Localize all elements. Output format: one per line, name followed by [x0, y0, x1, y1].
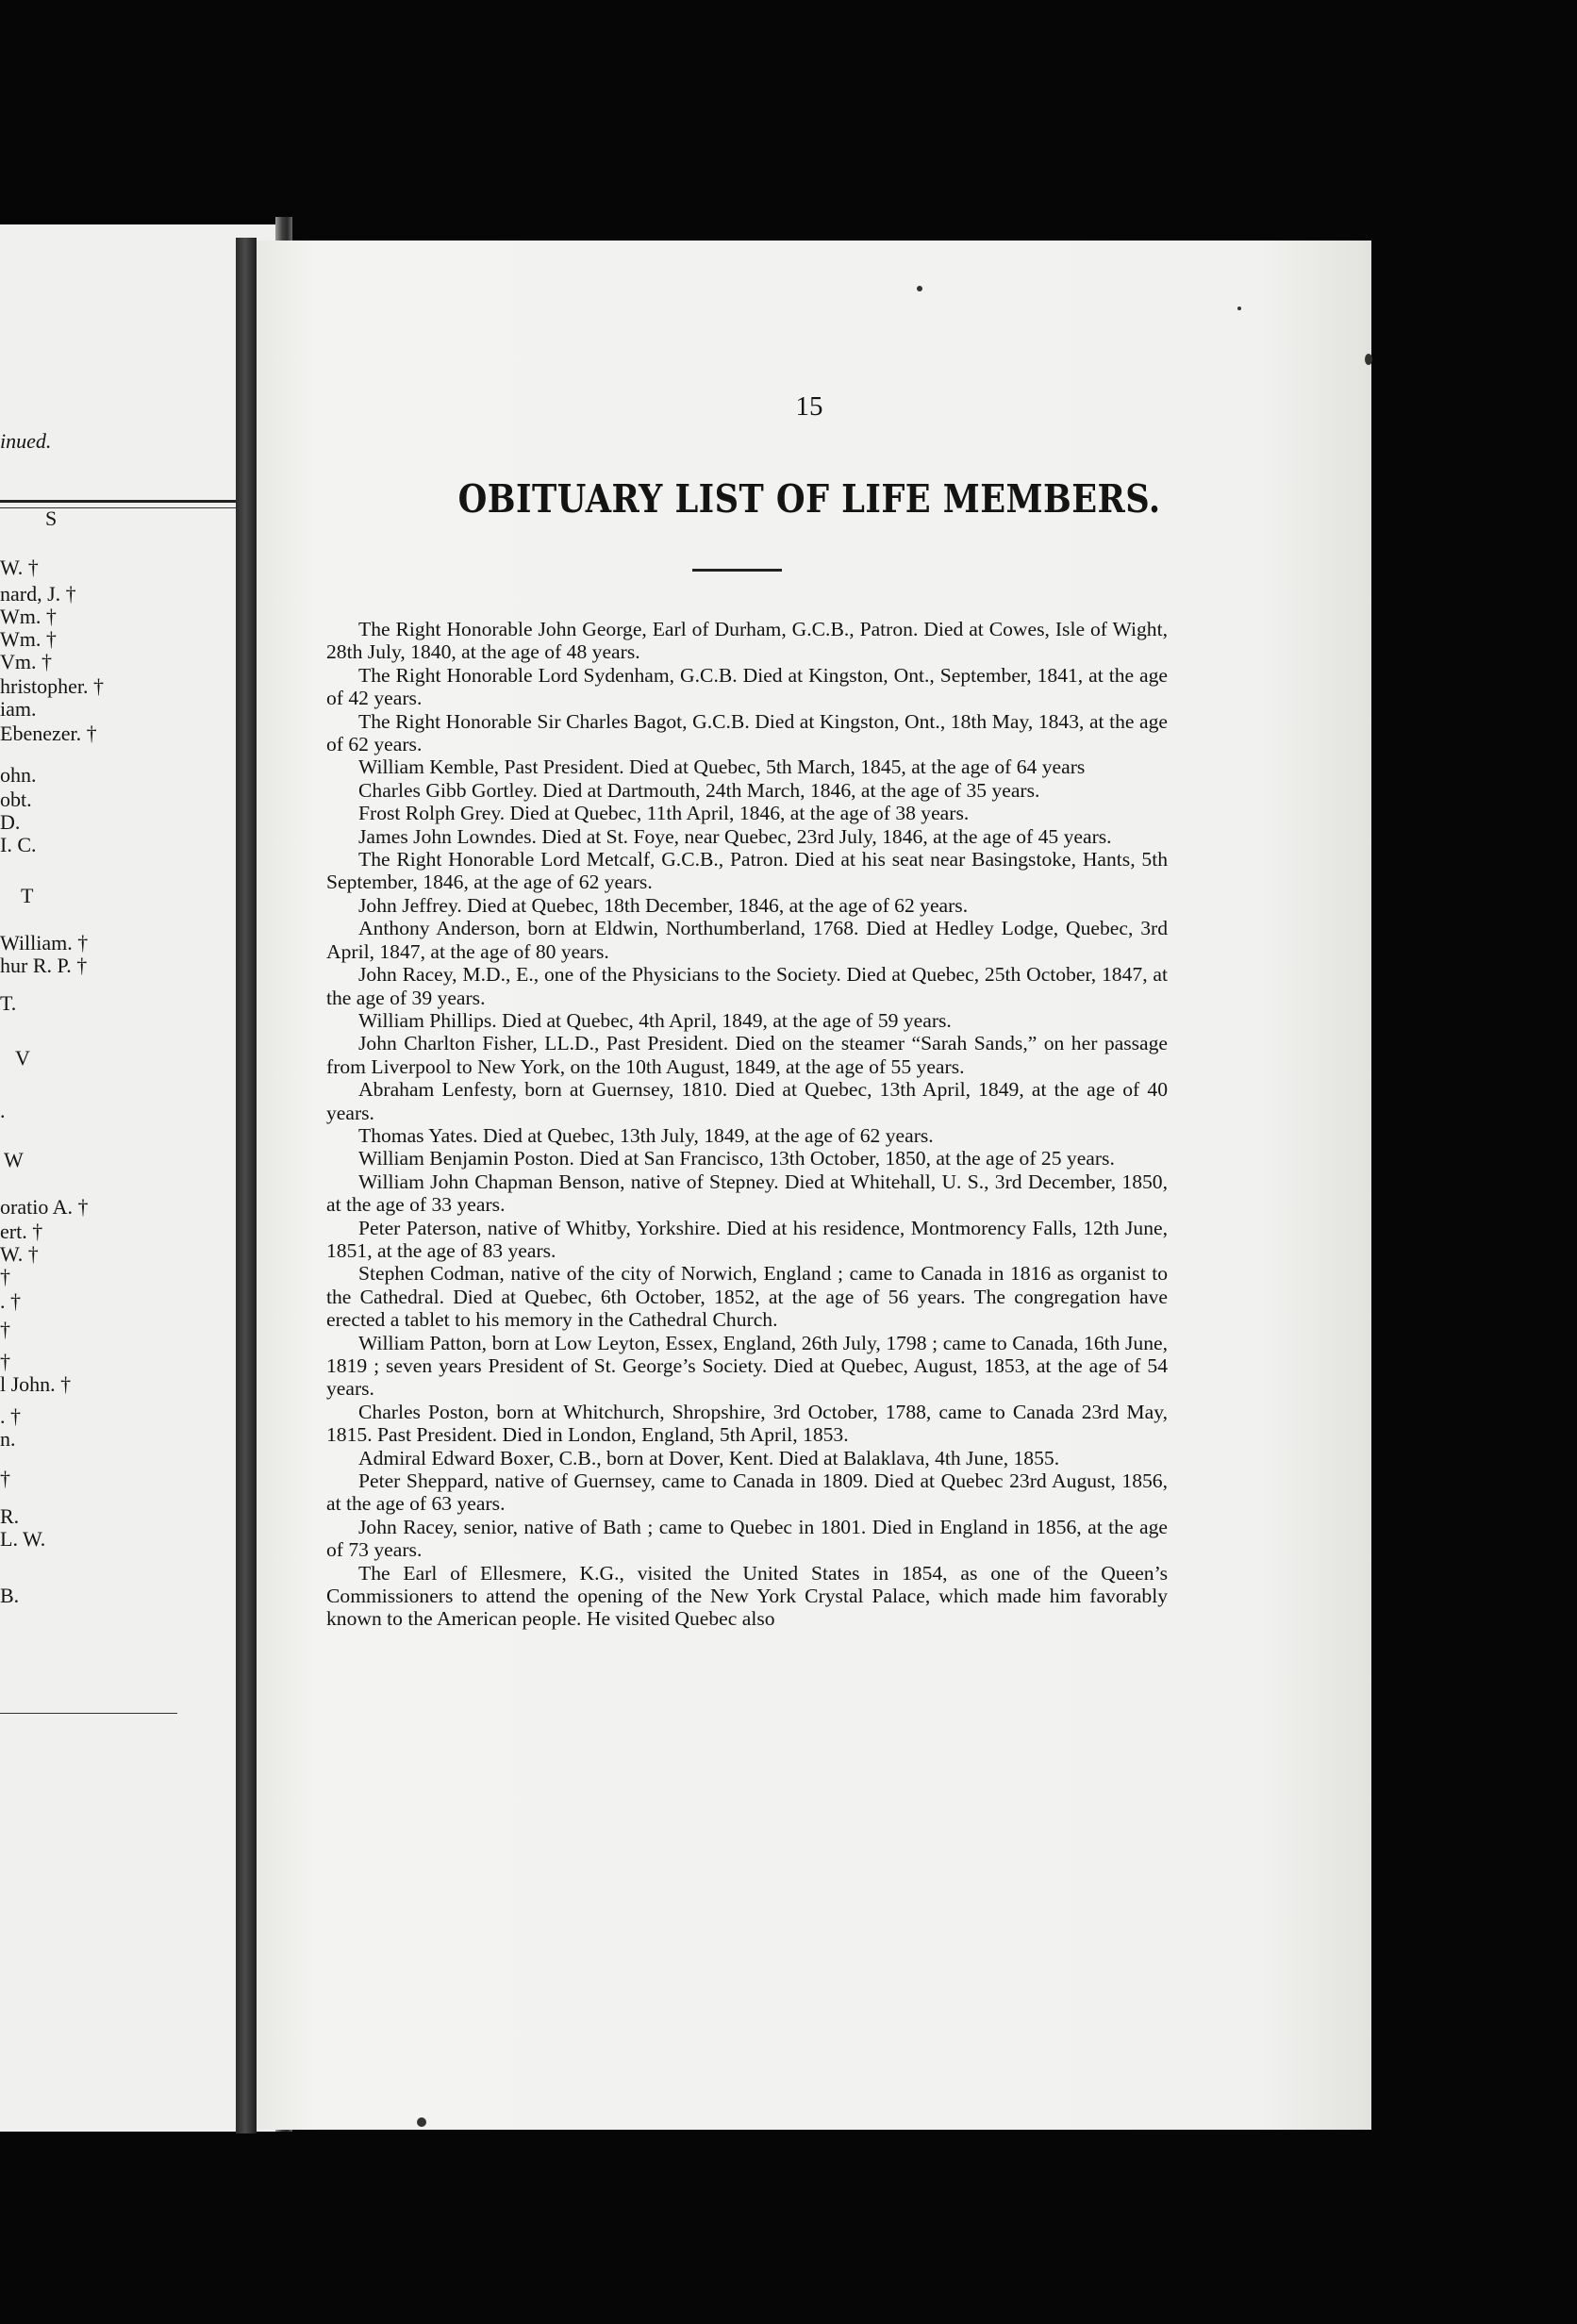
left-page-index-line: W	[4, 1148, 24, 1171]
left-page-index-line: L. W.	[0, 1527, 46, 1551]
page-title: OBITUARY LIST OF LIFE MEMBERS.	[457, 476, 1161, 522]
page-number: 15	[795, 391, 823, 422]
left-page-index-line: hur R. P. †	[0, 954, 88, 977]
header-rule	[0, 500, 247, 503]
left-page-fragment	[0, 224, 275, 2132]
right-page	[247, 241, 1371, 2130]
left-page-index-line: iam.	[0, 697, 37, 721]
left-page-index-line: ert. †	[0, 1220, 43, 1243]
obituary-entry: The Right Honorable John George, Earl of Durham, G.C.B., Patron. Died at Cowes, Isle of Wight, 28th July, 1840, at the age of 48 years.	[326, 618, 1168, 664]
left-page-index-line: R.	[0, 1504, 20, 1528]
left-page-index-line: . †	[0, 1289, 21, 1313]
print-speck	[417, 2117, 426, 2127]
left-page-index-line: .	[0, 1099, 6, 1122]
obituary-entry: Stephen Codman, native of the city of Norwich, England ; came to Canada in 1816 as organist to the Cathedral. Died at Quebec, 6th October, 1852, at the age of 56 years. The congregation have erected a tablet to his memory in the Cathedral Church.	[326, 1262, 1168, 1332]
obituary-entry: Admiral Edward Boxer, C.B., born at Dover, Kent. Died at Balaklava, 4th June, 1855.	[358, 1446, 1060, 1469]
obituary-entry: William Benjamin Poston. Died at San Francisco, 13th October, 1850, at the age of 25 years.	[358, 1147, 1115, 1170]
left-page-index-line: l John. †	[0, 1372, 72, 1396]
left-page-index-line: T.	[0, 991, 17, 1015]
left-page-index-line: B.	[0, 1584, 20, 1607]
print-speck	[917, 286, 922, 291]
obituary-entry: John Racey, senior, native of Bath ; came to Quebec in 1801. Died in England in 1856, at the age of 73 years.	[326, 1515, 1168, 1562]
obituary-entry: John Charlton Fisher, LL.D., Past President. Died on the steamer “Sarah Sands,” on her passage from Liverpool to New York, on the 10th August, 1849, at the age of 55 years.	[326, 1032, 1168, 1078]
obituary-entry: William Phillips. Died at Quebec, 4th April, 1849, at the age of 59 years.	[358, 1008, 952, 1032]
print-speck	[1365, 354, 1372, 365]
title-wrapper	[247, 476, 1371, 522]
footer-rule	[0, 1713, 177, 1714]
left-page-index-line: †	[0, 1350, 10, 1373]
obituary-entry: William Patton, born at Low Leyton, Essex, England, 26th July, 1798 ; came to Canada, 16th June, 1819 ; seven years President of St. George’s Society. Died at Quebec, August, 1853, at the age of 54 years.	[326, 1331, 1168, 1401]
left-page-index-line: n.	[0, 1427, 16, 1451]
obituary-entry: Charles Gibb Gortley. Died at Dartmouth, 24th March, 1846, at the age of 35 years.	[358, 778, 1040, 802]
left-page-index-line: T	[21, 884, 34, 907]
left-page-index-line: †	[0, 1467, 10, 1490]
left-page-index-line: †	[0, 1265, 10, 1288]
left-page-index-line: nard, J. †	[0, 582, 76, 606]
left-page-index-line: Wm. †	[0, 605, 57, 628]
left-page-index-line: . †	[0, 1404, 21, 1428]
left-page-index-line: Ebenezer. †	[0, 722, 97, 745]
left-page-index-line: †	[0, 1318, 10, 1341]
obituary-entry: Anthony Anderson, born at Eldwin, Northumberland, 1768. Died at Hedley Lodge, Quebec, 3rd April, 1847, at the age of 80 years.	[326, 917, 1168, 963]
obituary-entry: Peter Paterson, native of Whitby, Yorkshire. Died at his residence, Montmorency Falls, 12th June, 1851, at the age of 83 years.	[326, 1216, 1168, 1262]
left-page-index-line: V	[15, 1046, 30, 1070]
obituary-entry: The Right Honorable Sir Charles Bagot, G.C.B. Died at Kingston, Ont., 18th May, 1843, at the age of 62 years.	[326, 709, 1168, 756]
title-rule	[692, 569, 782, 572]
header-rule-thin	[0, 507, 247, 508]
left-page-index-line: obt.	[0, 788, 32, 811]
left-page-index-line: W. †	[0, 556, 39, 579]
left-page-index-line: W. †	[0, 1242, 39, 1266]
obituary-entry: John Racey, M.D., E., one of the Physicians to the Society. Died at Quebec, 25th October, 1847, at the age of 39 years.	[326, 963, 1168, 1009]
book-spine-gutter	[236, 238, 257, 2133]
left-page-index-line: I. C.	[0, 833, 37, 856]
obituary-entry: William John Chapman Benson, native of Stepney. Died at Whitehall, U. S., 3rd December, 1850, at the age of 33 years.	[326, 1170, 1168, 1217]
obituary-entry: John Jeffrey. Died at Quebec, 18th December, 1846, at the age of 62 years.	[358, 893, 969, 917]
obituary-entry: Frost Rolph Grey. Died at Quebec, 11th April, 1846, at the age of 38 years.	[358, 802, 970, 825]
left-page-index-line: S	[45, 506, 58, 530]
obituary-entry: William Kemble, Past President. Died at Quebec, 5th March, 1845, at the age of 64 years	[358, 755, 1086, 779]
left-page-index-line: oratio A. †	[0, 1195, 89, 1219]
continued-label: inued.	[0, 429, 52, 453]
left-page-index-line: William. †	[0, 931, 89, 954]
left-page-index-line: ohn.	[0, 763, 37, 787]
left-page-index-line: hristopher. †	[0, 674, 104, 698]
obituary-entries	[326, 618, 1168, 1631]
obituary-entry: Peter Sheppard, native of Guernsey, came to Canada in 1809. Died at Quebec 23rd August, 1856, at the age of 63 years.	[326, 1469, 1168, 1516]
obituary-entry: Abraham Lenfesty, born at Guernsey, 1810. Died at Quebec, 13th April, 1849, at the age of 40 years.	[326, 1078, 1168, 1124]
obituary-entry: Charles Poston, born at Whitchurch, Shropshire, 3rd October, 1788, came to Canada 23rd May, 1815. Past President. Died in London, England, 5th April, 1853.	[326, 1400, 1168, 1447]
left-page-index-line: Vm. †	[0, 650, 52, 673]
left-page-index-line: D.	[0, 810, 21, 834]
print-speck	[1237, 307, 1241, 310]
obituary-entry: The Right Honorable Lord Sydenham, G.C.B. Died at Kingston, Ont., September, 1841, at the age of 42 years.	[326, 663, 1168, 710]
obituary-entry: The Right Honorable Lord Metcalf, G.C.B., Patron. Died at his seat near Basingstoke, Hants, 5th September, 1846, at the age of 62 years.	[326, 848, 1168, 894]
obituary-entry: Thomas Yates. Died at Quebec, 13th July, 1849, at the age of 62 years.	[358, 1123, 934, 1147]
left-page-index-line: Wm. †	[0, 627, 57, 651]
obituary-entry: The Earl of Ellesmere, K.G., visited the United States in 1854, as one of the Queen’s Commissioners to attend the opening of the New York Crystal Palace, which made him favorably known to the American people. He visited Quebec also	[326, 1561, 1168, 1631]
obituary-entry: James John Lowndes. Died at St. Foye, near Quebec, 23rd July, 1846, at the age of 45 years.	[358, 824, 1112, 848]
